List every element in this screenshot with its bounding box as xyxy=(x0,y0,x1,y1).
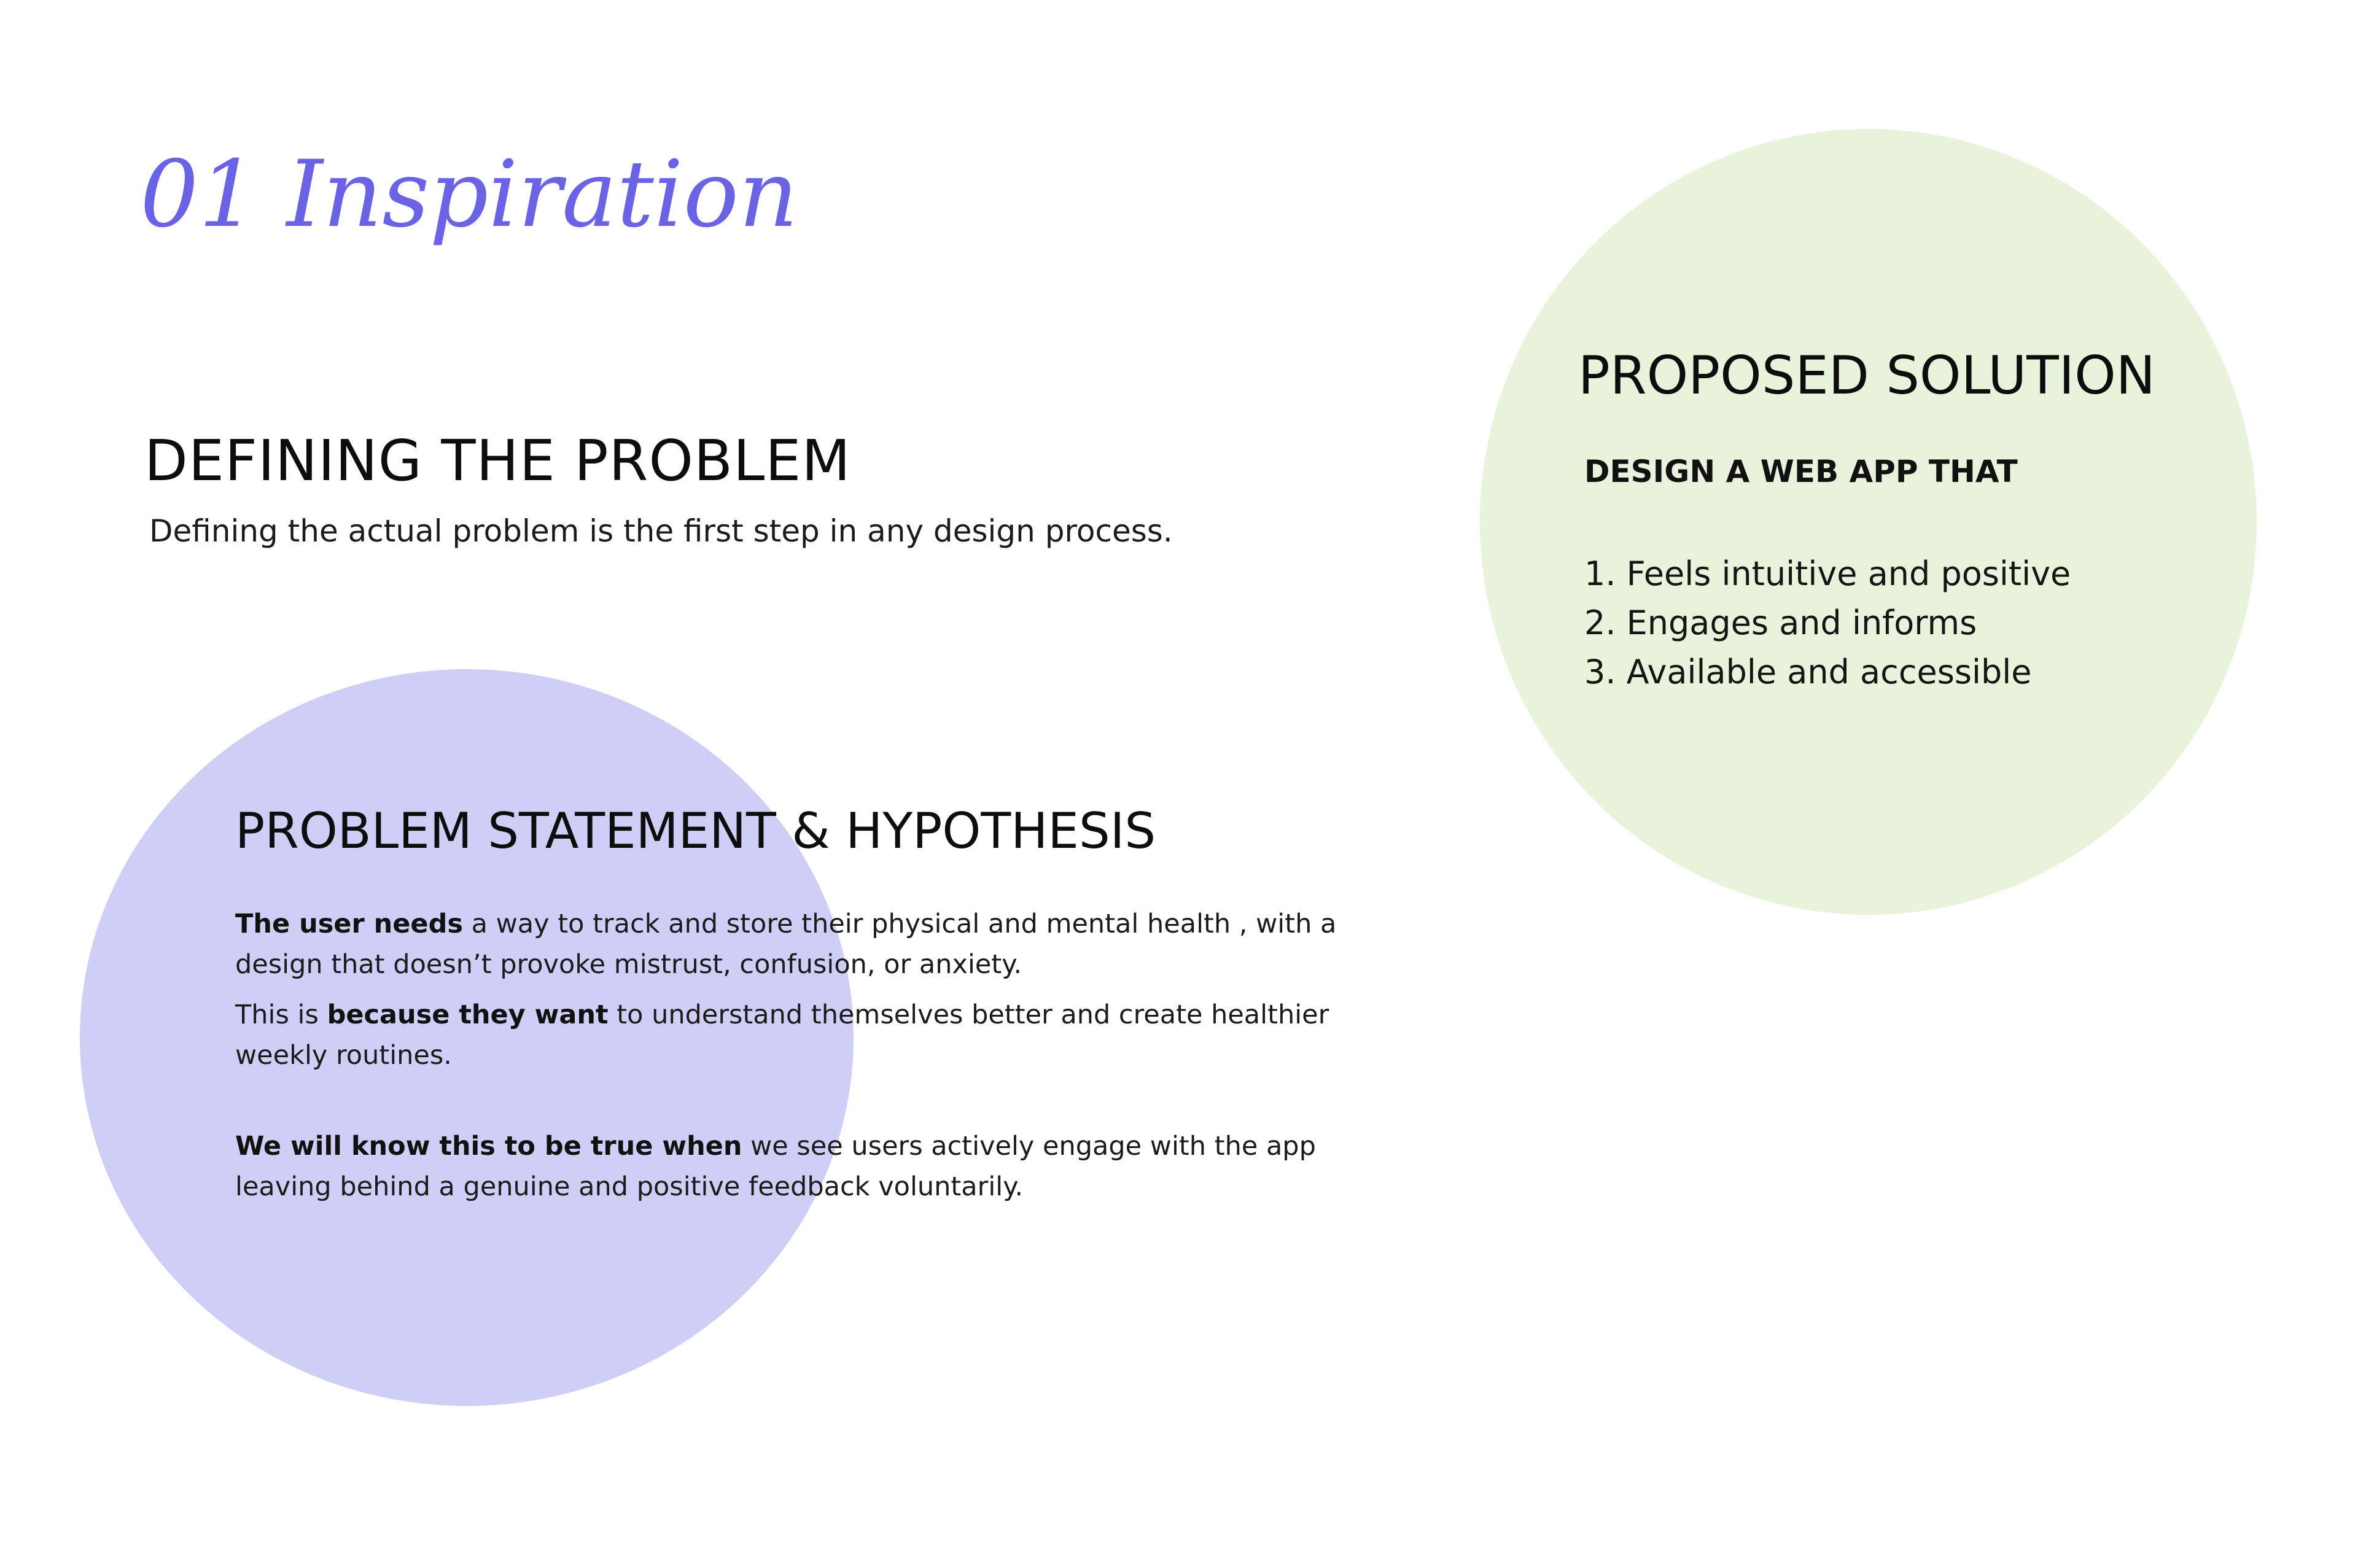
because-paragraph xyxy=(235,995,1353,1076)
because-prefix: This is xyxy=(235,999,327,1030)
user-needs-paragraph xyxy=(235,904,1353,985)
section-title: 01 Inspiration xyxy=(140,141,798,248)
user-needs-text: a way to track and store their physical and mental health , with a design that doesn’t provoke mistrust, confusion, or anxiety. xyxy=(235,909,1337,980)
decorative-green-circle xyxy=(1480,129,2257,915)
problem-statement-body xyxy=(235,904,1353,1217)
hypothesis-paragraph xyxy=(235,1126,1353,1207)
proposed-solution-heading: PROPOSED SOLUTION xyxy=(1578,345,2156,406)
hypothesis-bold: We will know this to be true when xyxy=(235,1131,742,1162)
user-needs-bold: The user needs xyxy=(235,909,463,939)
because-bold: because they want xyxy=(327,999,609,1030)
solution-item: 1. Feels intuitive and positive xyxy=(1584,554,2071,593)
problem-statement-heading: PROBLEM STATEMENT & HYPOTHESIS xyxy=(235,802,1156,860)
defining-problem-subtitle: Defining the actual problem is the first step in any design process. xyxy=(149,513,1173,549)
proposed-solution-subheading: DESIGN A WEB APP THAT xyxy=(1584,454,2018,489)
defining-problem-heading: DEFINING THE PROBLEM xyxy=(144,428,851,494)
hypothesis-text: we see users actively engage with the app leaving behind a genuine and positive feedback voluntarily. xyxy=(235,1131,1316,1202)
solution-item: 3. Available and accessible xyxy=(1584,653,2032,691)
because-text: to understand themselves better and create healthier weekly routines. xyxy=(235,999,1329,1071)
solution-item: 2. Engages and informs xyxy=(1584,604,1977,642)
solution-list xyxy=(1584,549,2071,697)
